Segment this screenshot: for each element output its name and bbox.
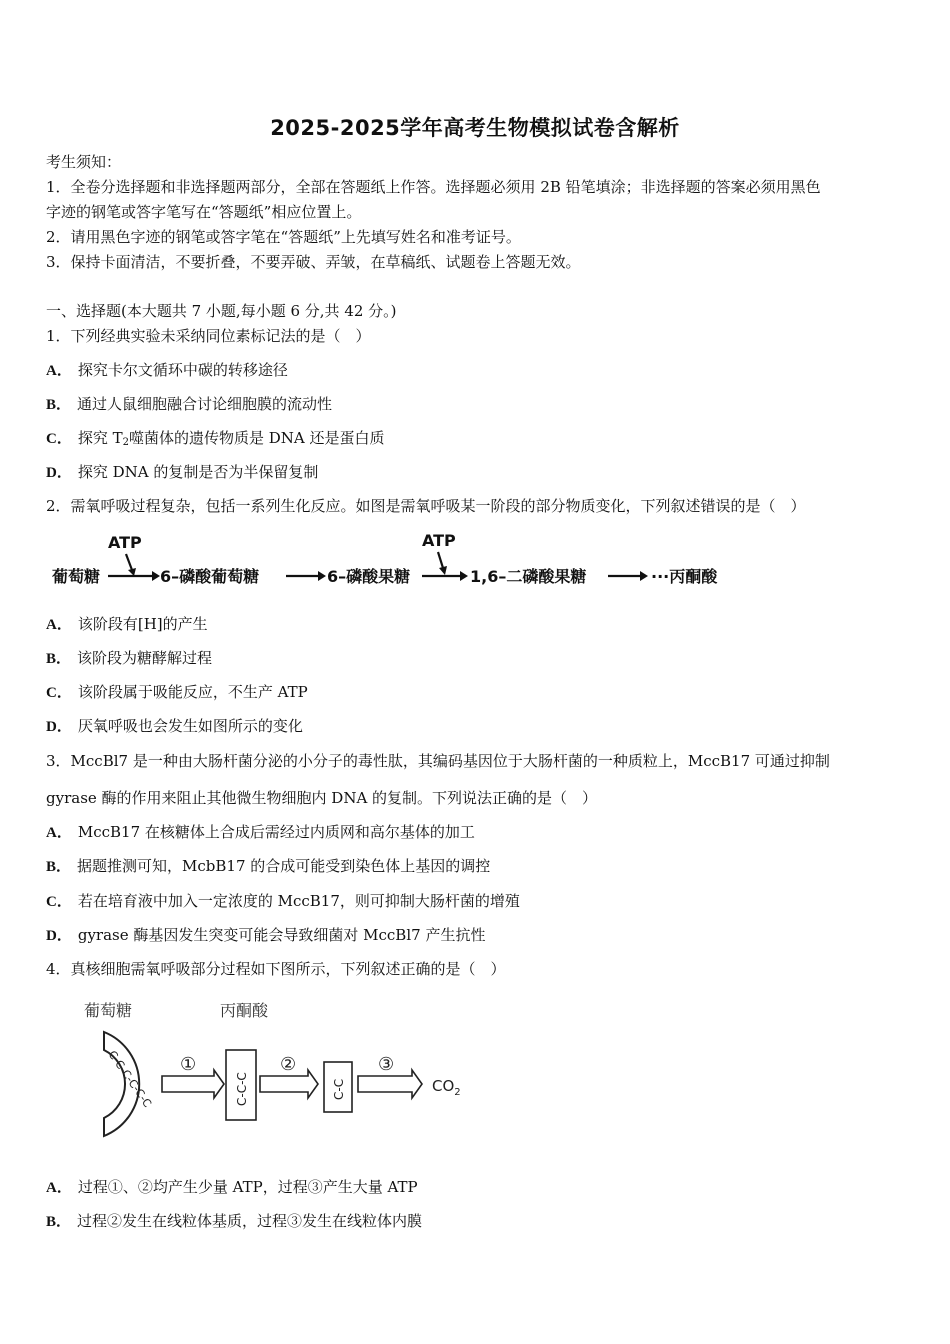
q3-option-d[interactable]: [46, 925, 485, 946]
atp-label-2: ATP: [422, 531, 456, 550]
q1-stem: 1．下列经典实验未采纳同位素标记法的是（ ）: [46, 327, 371, 345]
arrowhead-icon: [152, 571, 160, 581]
q2-option-a[interactable]: [46, 614, 208, 635]
co2-label: $CO_2$: [432, 1077, 461, 1098]
q2-option-d[interactable]: [46, 716, 303, 737]
option-text: 探究 T: [77, 429, 123, 447]
substance-pyruvate: ···丙酮酸: [651, 567, 718, 586]
notice-line-2: 2．请用黑色字迹的钢笔或答字笔在“答题纸”上先填写姓名和准考证号。: [46, 228, 521, 246]
notice-line-3: 3．保持卡面清洁，不要折叠，不要弄破、弄皱，在草稿纸、试题卷上答题无效。: [46, 253, 581, 271]
arrowhead-icon: [439, 566, 447, 575]
atp-label-1: ATP: [108, 533, 142, 552]
q3-stem: 3．MccBl7 是一种由大肠杆菌分泌的小分子的毒性肽，其编码基因位于大肠杆菌的一种质粒上，MccB17 可通过抑制: [46, 752, 830, 770]
section-heading: 一、选择题(本大题共 7 小题,每小题 6 分,共 42 分。): [46, 302, 397, 320]
arrowhead-icon: [128, 568, 136, 576]
option-label: D．: [46, 928, 72, 944]
notice-line-1: 1．全卷分选择题和非选择题两部分，全部在答题纸上作答。选择题必须用 2B 铅笔填涂；非选择题的答案必须用黑色: [46, 178, 821, 196]
option-text: 探究 DNA 的复制是否为半保留复制: [77, 463, 319, 481]
q3-option-c[interactable]: [46, 891, 520, 912]
option-text: 过程①、②均产生少量 ATP，过程③产生大量 ATP: [77, 1178, 418, 1196]
respiration-diagram: [84, 996, 486, 1146]
q2-option-c[interactable]: [46, 682, 308, 703]
q3-stem-cont: gyrase 酶的作用来阻止其他微生物细胞内 DNA 的复制。下列说法正确的是（ ）: [46, 789, 598, 807]
q1-option-a[interactable]: [46, 360, 288, 381]
step-2-label: ②: [280, 1054, 297, 1075]
option-text: 探究卡尔文循环中碳的转移途径: [77, 361, 288, 379]
option-text: 过程②发生在线粒体基质，过程③发生在线粒体内膜: [77, 1212, 423, 1230]
glucose-label: 葡萄糖: [84, 1001, 133, 1020]
option-label: A．: [46, 363, 72, 379]
atp-arrow-1: [126, 554, 132, 570]
option-label: D．: [46, 719, 72, 735]
notice-heading: 考生须知：: [46, 153, 122, 171]
page-title: 2025-2025学年高考生物模拟试卷含解析: [270, 116, 680, 140]
pyruvate-chain: C-C-C: [235, 1072, 249, 1106]
acetyl-chain: C-C: [332, 1078, 346, 1100]
q3-option-a[interactable]: [46, 822, 475, 843]
q1-option-d[interactable]: [46, 462, 318, 483]
arrowhead-icon: [640, 571, 648, 581]
option-text: 据题推测可知，McbB17 的合成可能受到染色体上基因的调控: [77, 857, 491, 875]
option-label: D．: [46, 465, 72, 481]
subscript: 2: [122, 437, 129, 448]
notice-line-1-cont: 字迹的钢笔或答字笔写在“答题纸”相应位置上。: [46, 203, 362, 221]
option-label: A．: [46, 1180, 72, 1196]
q3-option-b[interactable]: [46, 856, 490, 877]
pyruvate-label: 丙酮酸: [220, 1001, 269, 1020]
option-label: B．: [46, 397, 72, 413]
q1-option-b[interactable]: [46, 394, 332, 415]
option-text: 厌氧呼吸也会发生如图所示的变化: [77, 717, 303, 735]
substance-glucose: 葡萄糖: [52, 567, 101, 586]
option-text: 通过人鼠细胞融合讨论细胞膜的流动性: [77, 395, 333, 413]
substance-f16bp: 1,6–二磷酸果糖: [470, 567, 587, 586]
q2-option-b[interactable]: [46, 648, 212, 669]
option-label: C．: [46, 894, 72, 910]
step-1-label: ①: [180, 1054, 197, 1075]
option-label: B．: [46, 859, 72, 875]
atp-arrow-2: [438, 552, 443, 568]
option-text: gyrase 酶基因发生突变可能会导致细菌对 MccBl7 产生抗性: [77, 926, 486, 944]
glycolysis-diagram: [46, 528, 746, 592]
option-label: C．: [46, 685, 72, 701]
substance-g6p: 6–磷酸葡萄糖: [160, 567, 260, 586]
option-label: C．: [46, 431, 72, 447]
substance-f6p: 6–磷酸果糖: [327, 567, 411, 586]
q4-option-a[interactable]: [46, 1177, 418, 1198]
q2-stem: 2．需氧呼吸过程复杂，包括一系列生化反应。如图是需氧呼吸某一阶段的部分物质变化，下列叙述错误的是（ ）: [46, 497, 806, 515]
option-text: MccB17 在核糖体上合成后需经过内质网和高尔基体的加工: [77, 823, 475, 841]
glucose-chain: C-C-C-C-C-C: [105, 1048, 155, 1110]
option-text: 该阶段有[H]的产生: [77, 615, 208, 633]
option-label: A．: [46, 825, 72, 841]
option-label: B．: [46, 1214, 72, 1230]
arrowhead-icon: [318, 571, 326, 581]
q1-option-c[interactable]: [46, 428, 385, 453]
option-text: 若在培育液中加入一定浓度的 MccB17，则可抑制大肠杆菌的增殖: [77, 892, 520, 910]
option-text: 该阶段为糖酵解过程: [77, 649, 213, 667]
option-label: A．: [46, 617, 72, 633]
step-3-label: ③: [378, 1054, 395, 1075]
option-label: B．: [46, 651, 72, 667]
arrowhead-icon: [460, 571, 468, 581]
option-text-cont: 噬菌体的遗传物质是 DNA 还是蛋白质: [129, 429, 385, 447]
q4-stem: 4．真核细胞需氧呼吸部分过程如下图所示，下列叙述正确的是（ ）: [46, 960, 506, 978]
option-text: 该阶段属于吸能反应，不生产 ATP: [77, 683, 308, 701]
q4-option-b[interactable]: [46, 1211, 422, 1232]
